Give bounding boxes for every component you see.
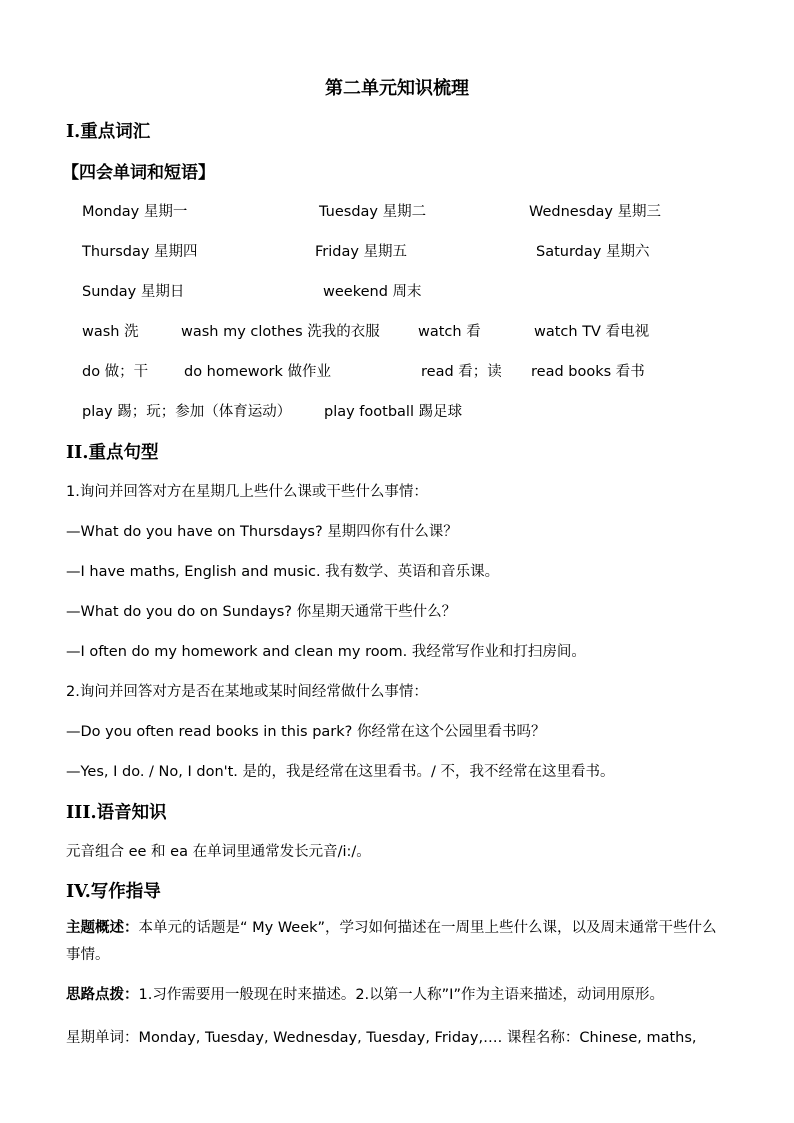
- vocab-item: wash 洗: [82, 324, 139, 340]
- vocab-item: Monday 星期一: [82, 204, 188, 220]
- vocab-row: [0, 320, 794, 344]
- sentence-line: —What do you have on Thursdays? 星期四你有什么课？: [66, 524, 458, 540]
- tips-label: 思路点拨：: [66, 987, 139, 1003]
- vocab-row: [0, 200, 794, 224]
- vocab-item: read books 看书: [531, 364, 645, 380]
- vocab-item: wash my clothes 洗我的衣服: [181, 324, 380, 340]
- page-title: 第二单元知识梳理: [325, 78, 469, 99]
- section-heading-vocabulary: I.重点词汇: [66, 122, 151, 142]
- vocab-item: read 看；读: [421, 364, 502, 380]
- vocab-item: Sunday 星期日: [82, 284, 185, 300]
- vocab-item: Wednesday 星期三: [529, 204, 662, 220]
- vocab-row: [0, 240, 794, 264]
- vocab-item: play football 踢足球: [324, 404, 463, 420]
- sentence-line: 2.询问并回答对方是否在某地或某时间经常做什么事情：: [66, 684, 428, 700]
- vocab-row: [0, 400, 794, 424]
- overview-label: 主题概述：: [66, 920, 139, 936]
- vocab-row: [0, 280, 794, 304]
- vocab-item: watch 看: [418, 324, 481, 340]
- vocab-item: Saturday 星期六: [536, 244, 650, 260]
- vocab-row: [0, 360, 794, 384]
- vocab-item: weekend 周末: [323, 284, 422, 300]
- vocab-item: do 做；干: [82, 364, 149, 380]
- vocab-item: watch TV 看电视: [534, 324, 650, 340]
- sentence-line: —Yes, I do. / No, I don't. 是的，我是经常在这里看书。/ 不，我不经常在这里看书。: [66, 764, 615, 780]
- vocab-item: Friday 星期五: [315, 244, 408, 260]
- sentence-line: —What do you do on Sundays? 你星期天通常干些什么？: [66, 604, 457, 620]
- section-heading-writing: IV.写作指导: [66, 882, 161, 902]
- overview-text: 本单元的话题是“ My Week”，学习如何描述在一周里上些什么课，以及周末通常干些什么事情。: [66, 920, 717, 963]
- vocab-item: Thursday 星期四: [82, 244, 198, 260]
- sentence-line: —I often do my homework and clean my room. 我经常写作业和打扫房间。: [66, 644, 586, 660]
- tips-text: 1.习作需要用一般现在时来描述。2.以第一人称”I”作为主语来描述，动词用原形。: [138, 987, 664, 1003]
- vocab-item: do homework 做作业: [184, 364, 331, 380]
- vocab-item: Tuesday 星期二: [319, 204, 427, 220]
- vocab-item: play 踢；玩；参加（体育运动）: [82, 404, 292, 420]
- writing-words-line: 星期单词：Monday, Tuesday, Wednesday, Tuesday, Friday,…. 课程名称：Chinese, maths,: [66, 1030, 697, 1046]
- section-heading-sentences: II.重点句型: [66, 443, 159, 463]
- subheading-words-phrases: 【四会单词和短语】: [62, 163, 215, 183]
- sentence-line: —Do you often read books in this park? 你经常在这个公园里看书吗？: [66, 724, 546, 740]
- phonics-line: 元音组合 ee 和 ea 在单词里通常发长元音/i:/。: [66, 844, 371, 860]
- writing-tips: [66, 982, 731, 1009]
- writing-overview: [66, 915, 731, 969]
- section-heading-phonics: III.语音知识: [66, 803, 167, 823]
- sentence-line: 1.询问并回答对方在星期几上些什么课或干些什么事情：: [66, 484, 428, 500]
- sentence-line: —I have maths, English and music. 我有数学、英语和音乐课。: [66, 564, 500, 580]
